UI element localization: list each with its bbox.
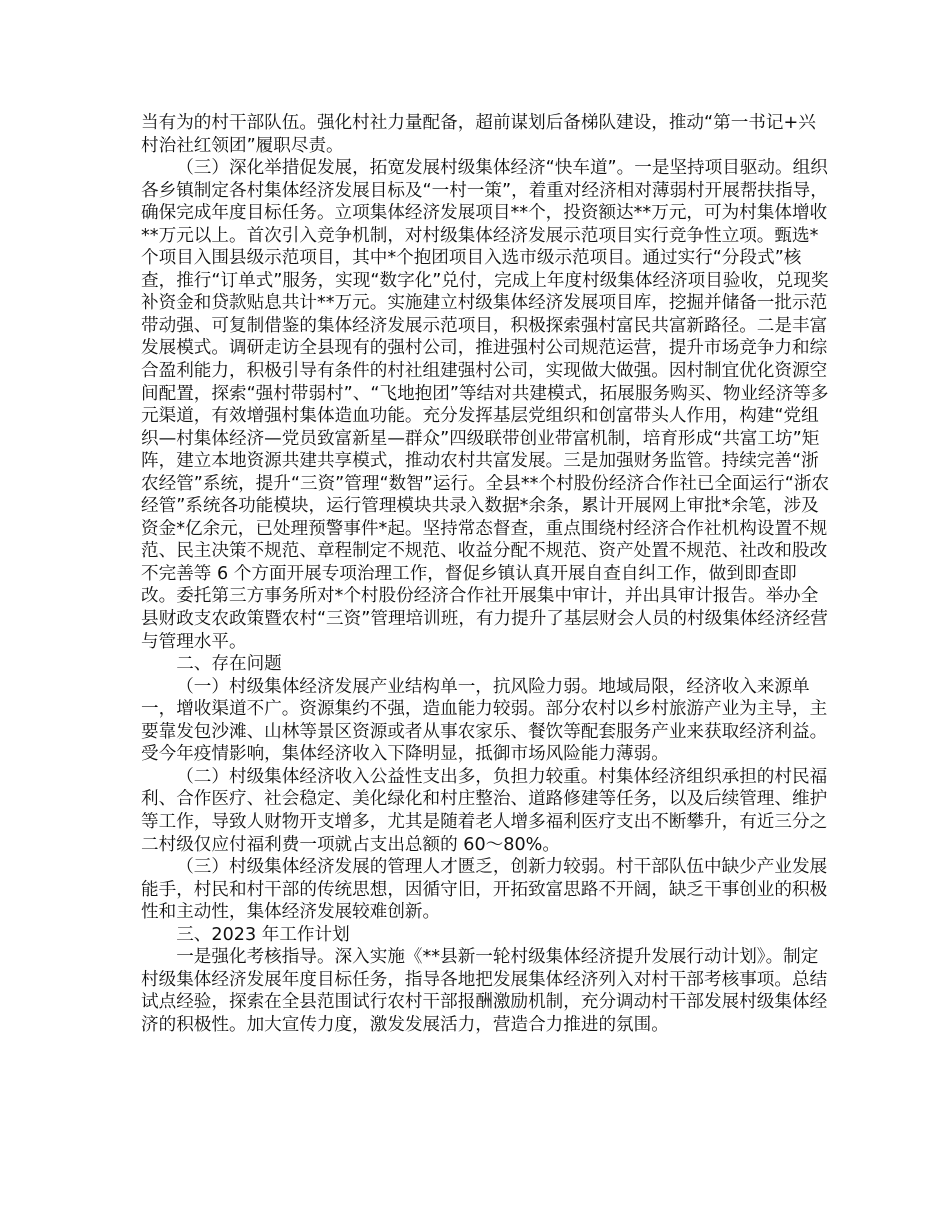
paragraph-problem-1: （一）村级集体经济发展产业结构单一，抗风险力弱。地域局限，经济收入来源单一，增收渠道不广。资源集约不强，造血能力较弱。部分农村以乡村旅游产业为主导，主要靠发包沙滩、山林等景区资源或者从事农家乐、餐饮等配套服务产业来获取经济利益。受今年疫情影响，集体经济收入下降明显，抵御市场风险能力薄弱。 (141, 676, 828, 765)
section-heading-problems: 二、存在问题 (176, 654, 282, 675)
document-page (141, 112, 831, 1036)
section-heading-work-plan: 三、2023 年工作计划 (176, 924, 350, 945)
paragraph-plan-1: 一是强化考核指导。深入实施《**县新一轮村级集体经济提升发展行动计划》。制定村级集体经济发展年度目标任务，指导各地把发展集体经济列入对村干部考核事项。总结试点经验，探索在全县范围试行农村干部报酬激励机制，充分调动村干部发展村级集体经济的积极性。加大宣传力度，激发发展活力，营造合力推进的氛围。 (141, 947, 828, 1035)
paragraph-problem-2: （二）村级集体经济收入公益性支出多，负担力较重。村集体经济组织承担的村民福利、合作医疗、社会稳定、美化绿化和村庄整治、道路修建等任务，以及后续管理、维护等工作，导致人财物开支增多，尤其是随着老人增多福利医疗支出不断攀升，有近三分之二村级仅应付福利费一项就占支出总额的 60～80%。 (141, 766, 828, 855)
paragraph-continuation: 当有为的村干部队伍。强化村社力量配备，超前谋划后备梯队建设，推动“第一书记+兴村治社红领团”履职尽责。 (141, 113, 816, 156)
paragraph-problem-3: （三）村级集体经济发展的管理人才匮乏，创新力较弱。村干部队伍中缺少产业发展能手，村民和村干部的传统思想，因循守旧，开拓致富思路不开阔，缺乏干事创业的积极性和主动性，集体经济发展较难创新。 (141, 857, 828, 923)
paragraph-collective-economy-measures: （三）深化举措促发展，拓宽发展村级集体经济“快车道”。一是坚持项目驱动。组织各乡镇制定各村集体经济发展目标及“一村一策”，着重对经济相对薄弱村开展帮扶指导，确保完成年度目标任务。立项集体经济发展项目**个，投资额达**万元，可为村集体增收**万元以上。首次引入竞争机制，对村级集体经济发展示范项目实行竞争性立项。甄选*个项目入围县级示范项目，其中*个抱团项目入选市级示范项目。通过实行“分段式”核查，推行“订单式”服务，实现“数字化”兑付，完成上年度村级集体经济项目验收，兑现奖补资金和贷款贴息共计**万元。实施建立村级集体经济发展项目库，挖掘并储备一批示范带动强、可复制借鉴的集体经济发展示范项目，积极探索强村富民共富新路径。二是丰富发展模式。调研走访全县现有的强村公司，推进强村公司规范运营，提升市场竞争力和综合盈利能力，积极引导有条件的村社组建强村公司，实现做大做强。因村制宜优化资源空间配置，探索“强村带弱村”、“飞地抱团”等结对共建模式，拓展服务购买、物业经济等多元渠道，有效增强村集体造血功能。充分发挥基层党组织和创富带头人作用，构建“党组织—村集体经济—党员致富新星—群众”四级联带创业带富机制，培育形成“共富工坊”矩阵，建立本地资源共建共享模式，推动农村共富发展。三是加强财务监管。持续完善“浙农经管”系统，提升“三资”管理“数智”运行。全县**个村股份经济合作社已全面运行“浙农经管”系统各功能模块，运行管理模块共录入数据*余条，累计开展网上审批*余笔，涉及资金*亿余元，已处理预警事件*起。坚持常态督查，重点围绕村经济合作社机构设置不规范、民主决策不规范、章程制定不规范、收益分配不规范、资产处置不规范、社改和股改不完善等 6 个方面开展专项治理工作，督促乡镇认真开展自查自纠工作，做到即查即改。委托第三方事务所对*个村股份经济合作社开展集中审计，并出具审计报告。举办全县财政支农政策暨农村“三资”管理培训班，有力提升了基层财会人员的村级集体经济经营与管理水平。 (141, 158, 830, 652)
